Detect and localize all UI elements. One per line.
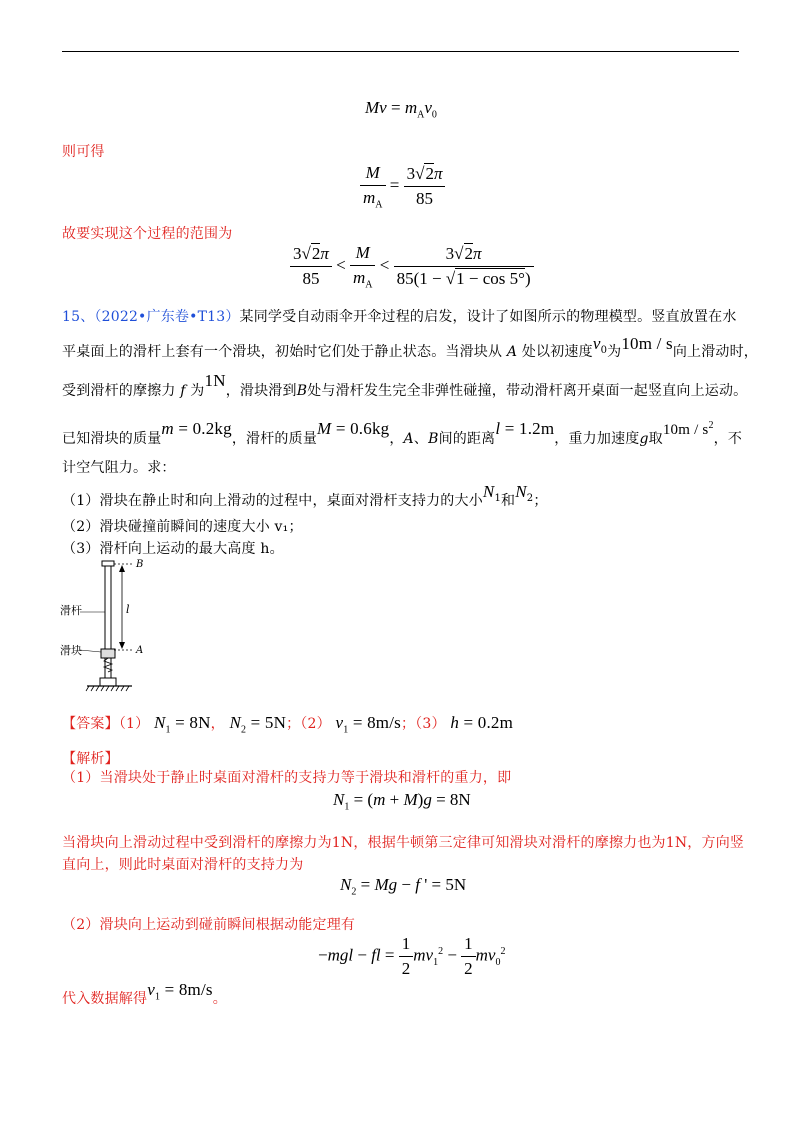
problem-text-4g: 取: [648, 431, 663, 447]
problem-text-3c: ，滑块滑到: [225, 383, 297, 399]
analysis-step-3: 直向上，则此时桌面对滑杆的支持力为: [62, 857, 304, 873]
problem-text-4a: 已知滑块的质量: [62, 431, 162, 447]
problem-line-3: 受到滑杆的摩擦力 f 为1N，滑块滑到B处与滑杆发生完全非弹性碰撞，带动滑杆离开桌面一起竖直向上运动。: [62, 371, 748, 399]
problem-source: （2022•广东卷•T13）: [94, 309, 240, 325]
problem-text-4c: ，: [389, 431, 404, 447]
answer-tag: 【答案】: [62, 716, 119, 732]
question-1-text-c: ；: [533, 493, 548, 509]
answer-part-1: （1）: [118, 716, 150, 732]
problem-text-4b: ，滑杆的质量: [231, 431, 318, 447]
problem-text-1: 某同学受自动雨伞开伞过程的启发，设计了如图所示的物理模型。竖直放置在水: [239, 309, 737, 325]
equation-mass-ratio: $\frac{M}{m_A}$ = $\frac{3√2\pi}{85}$: [360, 163, 445, 210]
question-1-text-a: （1）滑块在静止时和向上滑动的过程中，桌面对滑杆支持力的大小: [62, 493, 483, 509]
problem-text-4f: ，重力加速度: [554, 431, 640, 447]
problem-text-2c: 为: [607, 344, 622, 360]
figure-label-a: A: [136, 645, 144, 656]
problem-text-4h: ，不: [713, 431, 743, 447]
problem-text-3b: 为: [190, 383, 205, 399]
text-kede: 则可得: [62, 144, 105, 160]
problem-text-2d: 向上滑动时，: [672, 344, 759, 360]
answer-sep: ，: [210, 716, 225, 732]
problem-text-4e: 间的距离: [438, 431, 496, 447]
problem-line-2: 平桌面上的滑杆上套有一个滑块，初始时它们处于静止状态。当滑块从 A 处以初速度$v_0$为10m / s向上滑动时，: [62, 334, 759, 360]
question-1: （1）滑块在静止时和向上滑动的过程中，桌面对滑杆支持力的大小$N_1$和$N_2$；: [62, 482, 548, 509]
problem-line-5: 计空气阻力。求：: [62, 460, 176, 476]
question-2: （2）滑块碰撞前瞬间的速度大小 v₁；: [62, 519, 303, 535]
problem-text-2a: 平桌面上的滑杆上套有一个滑块，初始时它们处于静止状态。当滑块从: [62, 344, 503, 360]
equation-n1: $N_1 = (m + M)g = 8N$: [333, 790, 471, 813]
figure-label-b: B: [136, 559, 144, 570]
problem-text-3a: 受到滑杆的摩擦力: [62, 383, 176, 399]
answer-part-3: ；（3）: [400, 716, 446, 732]
problem-text-4d: 、: [413, 431, 429, 447]
analysis-step-5: 代入数据解得$v_1 = 8m/s$。: [62, 980, 227, 1007]
equation-momentum: $Mv = m_Av_0$: [365, 98, 437, 121]
analysis-step-5-text: 代入数据解得: [62, 991, 148, 1007]
analysis-step-2: 当滑块向上滑动过程中受到滑杆的摩擦力为1N，根据牛顿第三定律可知滑块对滑杆的摩擦力也为1N，方向竖: [62, 835, 745, 851]
analysis-tag: 【解析】: [62, 751, 119, 767]
equation-range: $\frac{3√2\pi}{85}$ < $\frac{M}{m_A}$ < $\frac{3√2\pi}{85(1 - √1 - \cos 5^\circ)}$: [290, 243, 534, 290]
analysis-step-4: （2）滑块向上运动到碰前瞬间根据动能定理有: [62, 917, 356, 933]
figure-label-block: 滑块: [60, 644, 82, 657]
text-range: 故要实现这个过程的范围为: [62, 226, 233, 242]
problem-text-3d: 处与滑杆发生完全非弹性碰撞，带动滑杆离开桌面一起竖直向上运动。: [307, 383, 748, 399]
question-3: （3）滑杆向上运动的最大高度 h。: [62, 541, 284, 557]
problem-line-4: 已知滑块的质量m = 0.2kg，滑杆的质量M = 0.6kg，A、B间的距离l = 1.2m，重力加速度g取$10m / s^2$，不: [62, 419, 743, 447]
answer-line: 【答案】（1） $N_1 = 8N$， $N_2 = 5N$；（2） $v_1 = 8m/s$；（3） h = 0.2m: [62, 713, 514, 736]
slider-rod-figure: [62, 560, 162, 700]
problem-text-2b: 处以初速度: [521, 344, 593, 360]
answer-part-2: ；（2）: [286, 716, 331, 732]
header-rule: [62, 51, 739, 52]
analysis-step-1: （1）当滑块处于静止时桌面对滑杆的支持力等于滑块和滑杆的重力，即: [62, 770, 512, 786]
figure-label-rod: 滑杆: [60, 604, 82, 617]
figure-label-l: l: [126, 603, 130, 616]
equation-energy: −mgl − fl = $\frac{1}{2}$ $mv_1^2$ − $\frac{1}{2}$ $mv_0^2$: [318, 934, 506, 978]
problem-number: 15、: [62, 309, 95, 325]
problem-line-1: [62, 307, 737, 327]
equation-n2: $N_2 = Mg - f$ ' = 5N: [340, 875, 467, 898]
analysis-step-5-end: 。: [212, 991, 227, 1007]
question-1-text-b: 和: [501, 493, 516, 509]
